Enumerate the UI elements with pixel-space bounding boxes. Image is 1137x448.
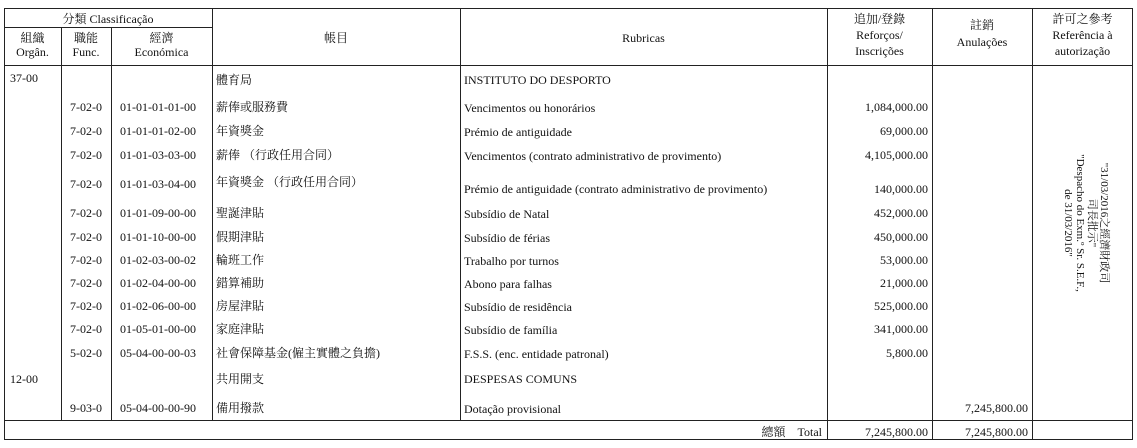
row-rubrica-pt: Prémio de antiguidade: [464, 125, 572, 139]
row-rubrica-pt: Dotação provisional: [464, 402, 561, 416]
row-reforco: 450,000.00: [874, 230, 928, 244]
header-classification: 分類 Classificação: [62, 12, 154, 26]
row-rubrica-pt: Trabalho por turnos: [464, 254, 559, 268]
row-account-zh: 共用開支: [216, 372, 265, 386]
row-rubrica-pt: Subsídio de férias: [464, 231, 550, 245]
header-reforcos-zh: 追加/登錄: [853, 12, 906, 26]
row-rubrica-pt: Prémio de antiguidade (contrato administrativo de provimento): [464, 182, 768, 196]
row-rubrica-pt: F.S.S. (enc. entidade patronal): [464, 347, 609, 361]
row-rubrica-pt: INSTITUTO DO DESPORTO: [464, 73, 611, 87]
row-reforco: 69,000.00: [880, 124, 928, 138]
row-econ: 05-04-00-00-03: [120, 346, 196, 360]
row-func: 7-02-0: [70, 299, 102, 313]
authorization-line: 司長批示": [1086, 198, 1098, 247]
row-econ: 01-05-01-00-00: [120, 322, 196, 336]
row-account-zh: 薪俸或服務費: [216, 100, 289, 114]
row-account-zh: 社會保障基金(僱主實體之負擔): [216, 346, 380, 360]
row-econ: 01-02-06-00-00: [120, 299, 196, 313]
row-rubrica-pt: Vencimentos ou honorários: [464, 101, 596, 115]
row-econ: 01-02-04-00-00: [120, 276, 196, 290]
row-account-zh: 家庭津貼: [216, 322, 265, 336]
authorization-line: de 31/03/2016": [1062, 188, 1074, 257]
row-reforco: 53,000.00: [880, 253, 928, 267]
row-account-zh: 體育局: [216, 73, 253, 87]
row-econ: 01-01-09-00-00: [120, 206, 196, 220]
header-anulacoes-pt: Anulações: [956, 35, 1008, 49]
row-econ: 05-04-00-00-90: [120, 401, 196, 415]
row-func: 7-02-0: [70, 276, 102, 290]
row-func: 7-02-0: [70, 253, 102, 267]
row-account-zh: 錯算補助: [216, 276, 265, 290]
row-account-zh: 年資獎金 （行政任用合同）: [216, 175, 364, 189]
row-func: 9-03-0: [70, 401, 102, 415]
row-func: 7-02-0: [70, 322, 102, 336]
authorization-line: "31/03/2016之經濟財政司: [1098, 162, 1110, 283]
row-account-zh: 輪班工作: [216, 253, 265, 267]
authorization-reference: [1040, 153, 1132, 292]
header-anulacoes-zh: 註銷: [969, 18, 994, 32]
total-label: 總額 Total: [761, 425, 822, 439]
row-account-zh: 聖誕津貼: [216, 206, 265, 220]
row-reforco: 21,000.00: [880, 276, 928, 290]
row-func: 7-02-0: [70, 230, 102, 244]
row-func: 7-02-0: [70, 100, 102, 114]
row-func: 7-02-0: [70, 148, 102, 162]
row-account-zh: 薪俸 （行政任用合同）: [216, 148, 340, 162]
row-reforco: 1,084,000.00: [865, 100, 928, 114]
row-econ: 01-01-01-01-00: [120, 100, 196, 114]
header-referencia-pt2: autorização: [1054, 44, 1111, 58]
header-rubricas: Rubricas: [622, 31, 665, 45]
row-econ: 01-02-03-00-02: [120, 253, 196, 267]
row-rubrica-pt: Abono para falhas: [464, 277, 552, 291]
row-reforco: 4,105,000.00: [865, 148, 928, 162]
header-econ-zh: 經濟: [149, 31, 174, 45]
total-reforco: 7,245,800.00: [865, 425, 928, 439]
row-reforco: 341,000.00: [874, 322, 928, 336]
row-rubrica-pt: Subsídio de família: [464, 323, 558, 337]
header-reforcos-pt2: Inscrições: [855, 44, 904, 58]
row-account-zh: 房屋津貼: [216, 299, 265, 313]
row-account-zh: 年資獎金: [216, 124, 265, 138]
row-func: 5-02-0: [70, 346, 102, 360]
row-econ: 01-01-01-02-00: [120, 124, 196, 138]
header-organ-pt: Orgân.: [16, 45, 49, 59]
row-func: 7-02-0: [70, 206, 102, 220]
row-func: 7-02-0: [70, 124, 102, 138]
row-organ: 37-00: [10, 71, 38, 85]
header-referencia-zh: 許可之參考: [1052, 12, 1113, 26]
header-func-zh: 職能: [73, 31, 98, 45]
header-reforcos-pt1: Reforços/: [856, 28, 903, 42]
row-reforco: 525,000.00: [874, 299, 928, 313]
header-referencia-pt1: Referência à: [1052, 28, 1113, 42]
row-reforco: 140,000.00: [874, 182, 928, 196]
row-rubrica-pt: Vencimentos (contrato administrativo de provimento): [464, 149, 722, 163]
row-rubrica-pt: Subsídio de residência: [464, 300, 572, 314]
row-econ: 01-01-03-04-00: [120, 177, 196, 191]
row-econ: 01-01-03-03-00: [120, 148, 196, 162]
row-organ: 12-00: [10, 372, 38, 386]
row-func: 7-02-0: [70, 177, 102, 191]
row-econ: 01-01-10-00-00: [120, 230, 196, 244]
row-reforco: 5,800.00: [886, 346, 928, 360]
row-account-zh: 備用撥款: [216, 401, 265, 415]
header-organ-zh: 組織: [20, 31, 45, 45]
header-func-pt: Func.: [72, 45, 100, 59]
header-account: 帳目: [323, 31, 348, 45]
row-account-zh: 假期津貼: [216, 230, 265, 244]
row-rubrica-pt: Subsídio de Natal: [464, 207, 550, 221]
row-anulacao: 7,245,800.00: [965, 401, 1028, 415]
header-econ-pt: Económica: [134, 45, 189, 59]
row-reforco: 452,000.00: [874, 206, 928, 220]
row-rubrica-pt: DESPESAS COMUNS: [464, 372, 578, 386]
total-anulacao: 7,245,800.00: [965, 425, 1028, 439]
authorization-line: "Despacho do Exm.º Sr. S.E.F.,: [1074, 153, 1086, 292]
